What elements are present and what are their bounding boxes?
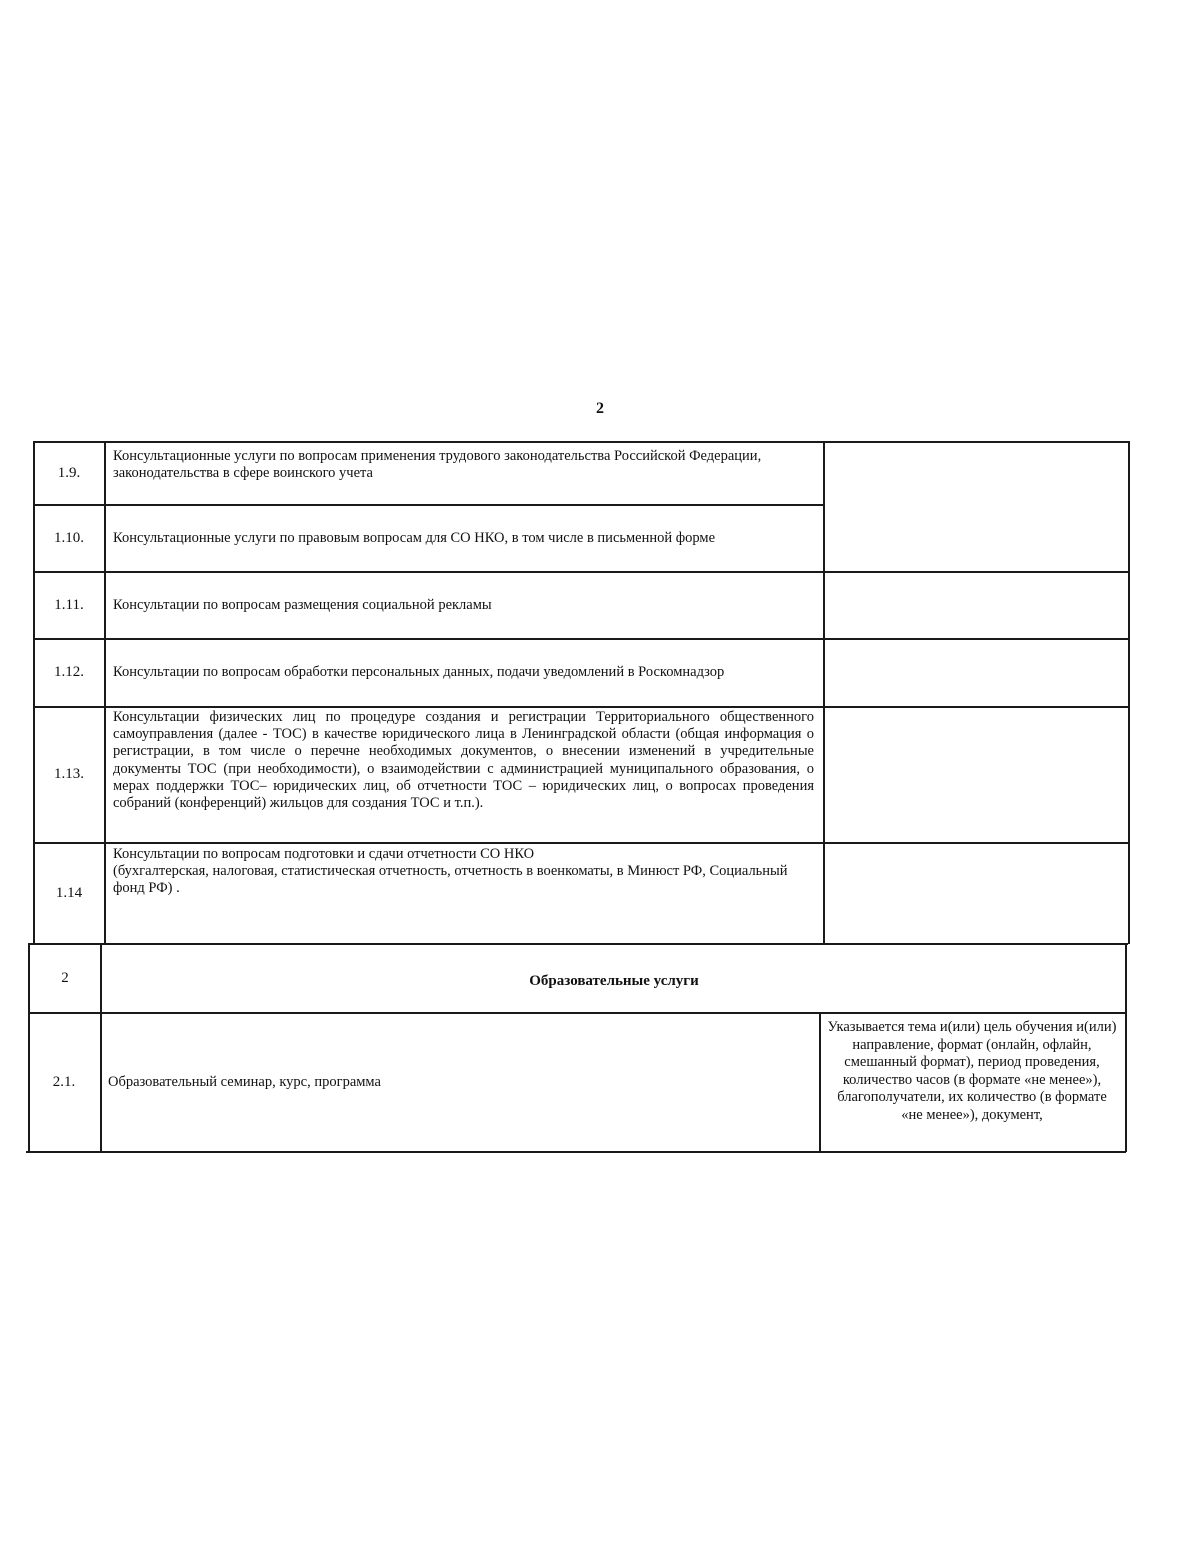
row-number-text: 1.13. — [54, 766, 84, 782]
row-number — [33, 843, 105, 943]
table-border — [28, 943, 30, 1152]
table-border — [28, 943, 1128, 945]
table-border — [819, 1012, 821, 1152]
row-number-text: 1.12. — [54, 664, 84, 680]
row-description — [105, 639, 825, 706]
row-description — [105, 442, 825, 504]
row-description-text: Консультации физических лиц по процедуре создания и регистрации Территориального общественного самоуправления (далее - ТОС) в качестве юридического лица в Ленинградской области (общая информация о регистрации, в том числе о перечне необходимых документов, о внесении изменений в учредительные документы ТОС (при необходимости), о взаимодействии с администрацией муниципального образования, о мерах поддержки ТОС– юридических лиц, об отчетности ТОС – юридических лиц, о вопросах проведения собраний (конференций) жильцов для создания ТОС и т.п.). — [113, 709, 814, 812]
row-number — [33, 572, 105, 638]
table-border — [33, 842, 1130, 844]
table-border — [33, 706, 1130, 708]
section-number-text: 2 — [61, 969, 69, 986]
section-number — [28, 944, 102, 1012]
page-number: 2 — [596, 400, 604, 417]
row-description — [105, 572, 825, 638]
row-description — [100, 1013, 820, 1151]
table-border — [1125, 943, 1127, 1152]
row-description — [105, 843, 822, 943]
row-number — [33, 442, 105, 504]
row-number-text: 1.11. — [54, 596, 84, 613]
row-description-line: (бухгалтерская, налоговая, статистическая отчетность, отчетность в военкоматы, в Минюст РФ, Социальный фонд РФ) . — [113, 863, 788, 896]
row-number — [33, 707, 105, 842]
row-number — [33, 639, 105, 706]
row-number-text: 2.1. — [52, 1073, 76, 1090]
table-border — [26, 1151, 1126, 1153]
row-description-text: Образовательный семинар, курс, программа — [108, 1073, 381, 1090]
table-border — [823, 441, 825, 944]
table-border — [1128, 441, 1130, 944]
table-border — [33, 441, 1130, 443]
row-number-text: 1.14 — [55, 884, 83, 901]
row-number-text: 1.10. — [54, 529, 84, 546]
row-note — [820, 1013, 1124, 1151]
table-border — [104, 441, 106, 944]
row-description — [105, 707, 822, 842]
row-description-text: Консультации по вопросам размещения социальной рекламы — [113, 596, 492, 613]
section-title — [102, 944, 1126, 1014]
row-description-text: Консультации по вопросам обработки персональных данных, подачи уведомлений в Роскомнадзор — [113, 664, 725, 680]
row-note-text: Указывается тема и(или) цель обучения и(или) направление, формат (онлайн, офлайн, смешанный формат), период проведения, количество часов (в формате «не менее»), благополучатели, их количество (в формате «не менее»), документ, — [827, 1019, 1117, 1123]
table-border — [28, 1012, 1127, 1014]
table-border — [33, 504, 825, 506]
table-border — [33, 441, 35, 944]
row-number — [28, 1013, 100, 1151]
row-number-text: 1.9. — [57, 464, 81, 481]
table-border — [33, 638, 1130, 640]
table-border — [100, 943, 102, 1152]
row-description — [105, 505, 825, 571]
row-description-text: Консультационные услуги по правовым вопросам для СО НКО, в том числе в письменной форме — [113, 529, 716, 546]
table-border — [33, 571, 1130, 573]
row-description-text: Консультационные услуги по вопросам применения трудового законодательства Российской Федерации, законодательства в сфере воинского учета — [113, 448, 762, 481]
row-description-line: Консультации по вопросам подготовки и сдачи отчетности СО НКО — [113, 846, 535, 862]
row-number — [33, 505, 105, 571]
section-title-text: Образовательные услуги — [529, 972, 699, 989]
